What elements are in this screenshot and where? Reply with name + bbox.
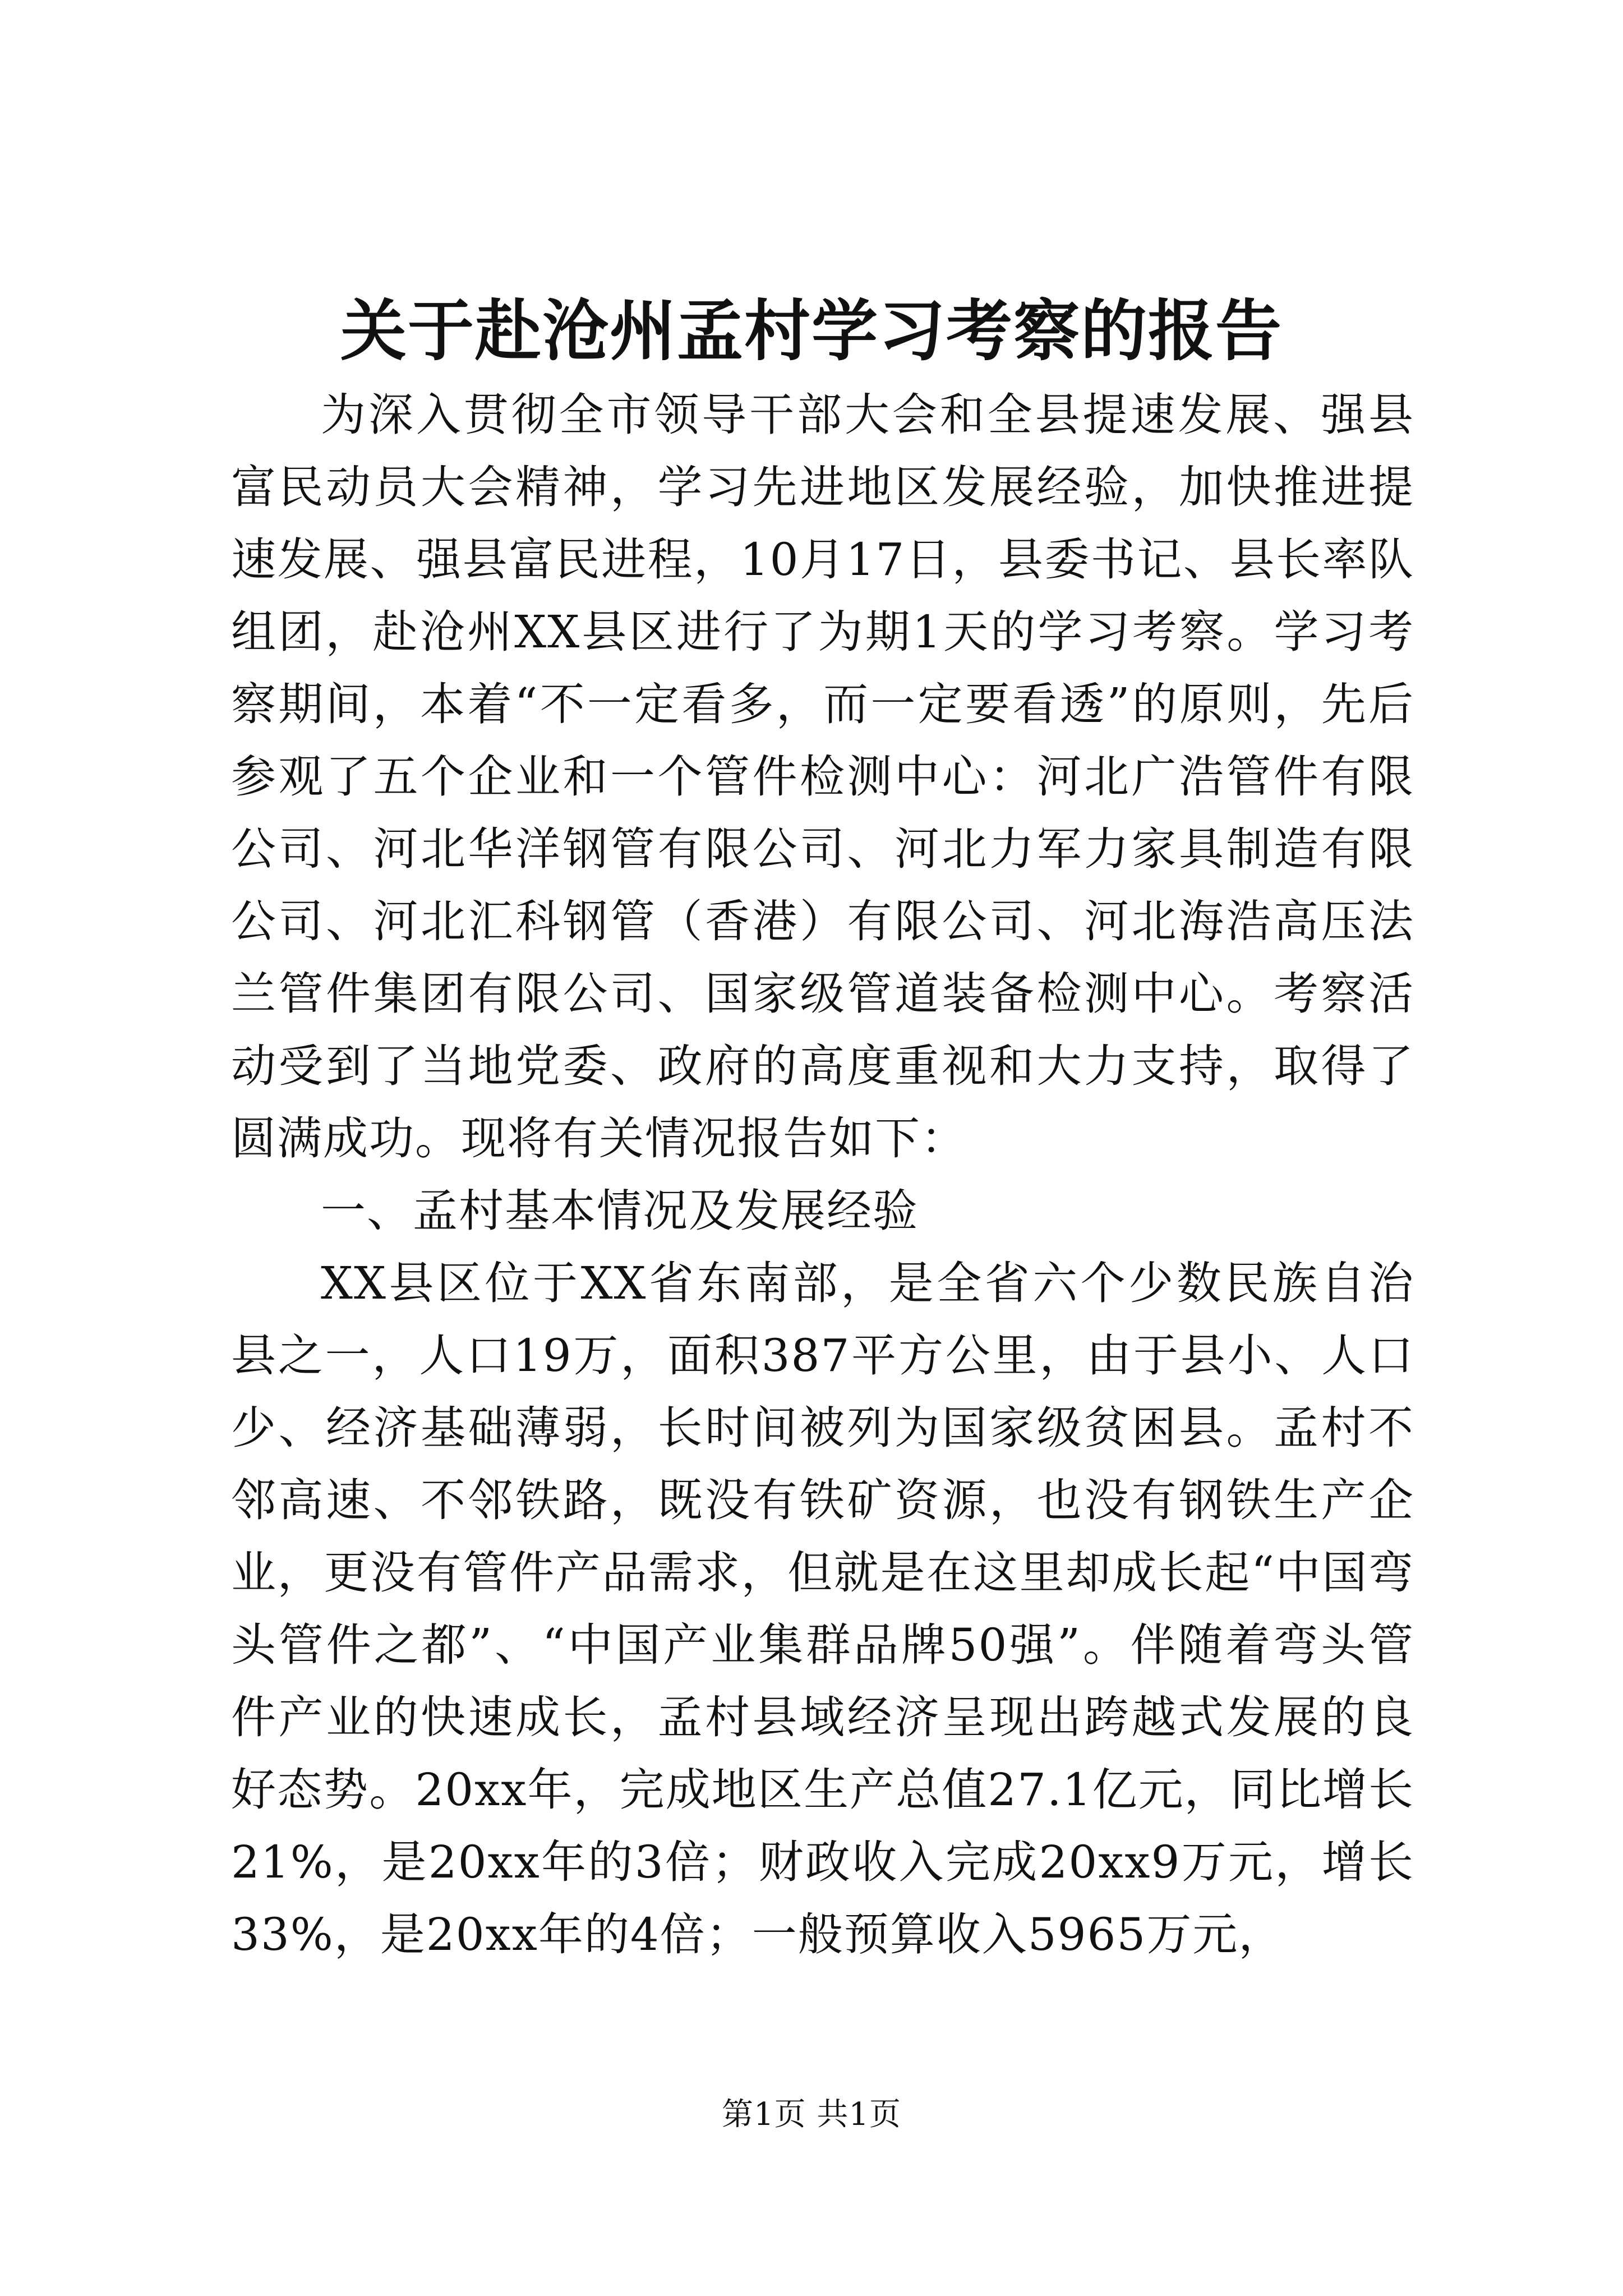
paragraph-overview: XX县区位于XX省东南部，是全省六个少数民族自治县之一，人口19万，面积387平方公里，由于县小、人口少、经济基础薄弱，长时间被列为国家级贫困县。孟村不邻高速、不邻铁路，既没有铁矿资源，也没有钢铁生产企业，更没有管件产品需求，但就是在这里却成长起“中国弯头管件之都”、“中国产业集群品牌50强”。伴随着弯头管件产业的快速成长，孟村县域经济呈现出跨越式发展的良好态势。20xx年，完成地区生产总值27.1亿元，同比增长21%，是20xx年的3倍；财政收入完成20xx9万元，增长33%，是20xx年的4倍；一般预算收入5965万元， xyxy=(231,1257,1414,1961)
document-body xyxy=(231,379,1414,1971)
page-footer: 第1页 共1页 xyxy=(721,2096,902,2133)
document-title: 关于赴沧州孟村学习考察的报告 xyxy=(340,292,1283,370)
section-heading: 一、孟村基本情况及发展经验 xyxy=(321,1185,919,1237)
paragraph-intro: 为深入贯彻全市领导干部大会和全县提速发展、强县富民动员大会精神，学习先进地区发展经验，加快推进提速发展、强县富民进程，10月17日，县委书记、县长率队组团，赴沧州XX县区进行了为期1天的学习考察。学习考察期间，本着“不一定看多，而一定要看透”的原则，先后参观了五个企业和一个管件检测中心：河北广浩管件有限公司、河北华洋钢管有限公司、河北力军力家具制造有限公司、河北汇科钢管（香港）有限公司、河北海浩高压法兰管件集团有限公司、国家级管道装备检测中心。考察活动受到了当地党委、政府的高度重视和大力支持，取得了圆满成功。现将有关情况报告如下： xyxy=(231,389,1414,1165)
